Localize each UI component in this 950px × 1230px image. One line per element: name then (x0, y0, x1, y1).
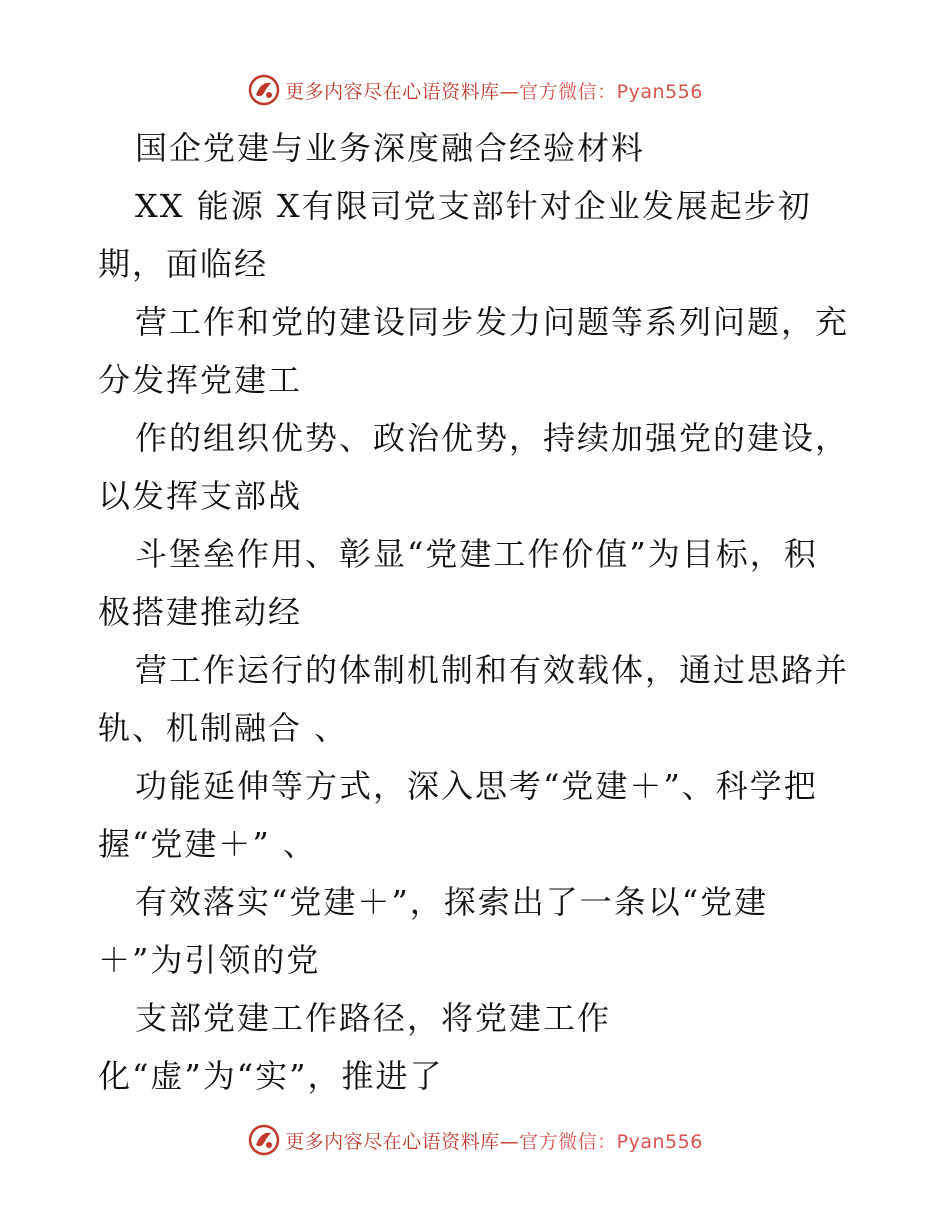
paragraph-line: 期，面临经 (98, 245, 269, 283)
red-seal-logo-icon (247, 1123, 281, 1157)
paragraph-line: ＋”为引领的党 (98, 941, 321, 979)
footer-banner-title: 更多内容尽在心语资料库 (285, 1130, 500, 1153)
document-title: 国企党建与业务深度融合经验材料 (135, 129, 646, 167)
paragraph-line: 轨、机制融合 、 (98, 709, 349, 747)
footer-banner-text (285, 1127, 703, 1154)
paragraph-line: 分发挥党建工 (98, 361, 303, 399)
header-banner-separator: — (499, 80, 520, 103)
paragraph-line: 支部党建工作路径，将党建工作 (135, 999, 612, 1037)
paragraph-line: XX 能源 X有限司党支部针对企业发展起步初 (135, 187, 812, 225)
footer-banner-contact: 官方微信：Pyan556 (519, 1130, 703, 1153)
paragraph-line: 化“虚”为“实”，推进了 (98, 1057, 444, 1095)
paragraph-line: 营工作和党的建设同步发力问题等系列问题，充 (135, 303, 850, 341)
header-banner-contact: 官方微信：Pyan556 (519, 80, 703, 103)
footer-banner-separator: — (499, 1130, 520, 1153)
paragraph-line: 极搭建推动经 (98, 593, 303, 631)
paragraph-line: 营工作运行的体制机制和有效载体，通过思路并 (135, 651, 850, 689)
paragraph-line: 有效落实“党建＋”，探索出了一条以“党建 (135, 883, 769, 921)
footer-banner (0, 1120, 950, 1160)
paragraph-line: 以发挥支部战 (98, 477, 303, 515)
header-banner (0, 70, 950, 110)
paragraph-line: 作的组织优势、政治优势，持续加强党的建设， (135, 419, 850, 457)
header-banner-title: 更多内容尽在心语资料库 (285, 80, 500, 103)
header-banner-text (285, 77, 703, 104)
paragraph-line: 功能延伸等方式，深入思考“党建＋”、科学把 (135, 767, 818, 805)
red-seal-logo-icon (247, 73, 281, 107)
paragraph-line: 斗堡垒作用、彰显“党建工作价值”为目标，积 (135, 535, 818, 573)
paragraph-line: 握“党建＋” 、 (98, 825, 317, 863)
